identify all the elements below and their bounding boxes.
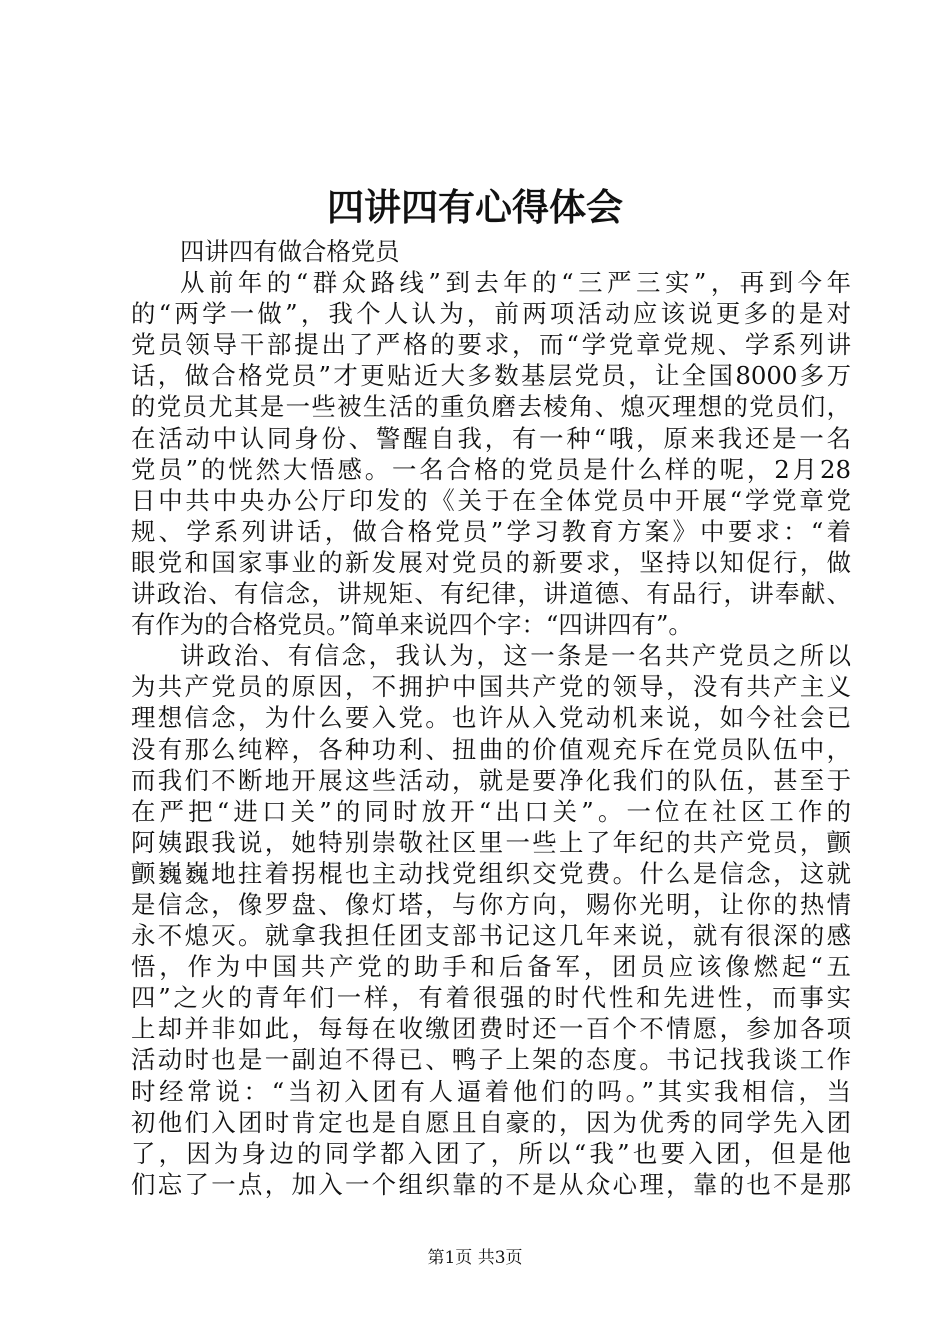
paragraph-line: 的党员尤其是一些被生活的重负磨去棱角、熄灭理想的党员们，: [131, 392, 851, 422]
paragraph-line: 讲政治、有信念，讲规矩、有纪律，讲道德、有品行，讲奉献、: [131, 579, 851, 609]
paragraph-line: 讲政治、有信念，我认为，这一条是一名共产党员之所以: [180, 641, 851, 671]
paragraph-line: 从前年的“群众路线”到去年的“三严三实”，再到今年: [180, 268, 851, 298]
paragraph-line: 了，因为身边的同学都入团了，所以“我”也要入团，但是他: [131, 1138, 851, 1168]
paragraph-line: 悟，作为中国共产党的助手和后备军，团员应该像燃起“五: [131, 952, 851, 982]
paragraph-line: 为共产党员的原因，不拥护中国共产党的领导，没有共产主义: [131, 672, 851, 702]
paragraph-line: 眼党和国家事业的新发展对党员的新要求，坚持以知促行，做: [131, 547, 851, 577]
paragraph-line: 没有那么纯粹，各种功利、扭曲的价值观充斥在党员队伍中，: [131, 734, 851, 764]
paragraph-line: 活动时也是一副迫不得已、鸭子上架的态度。书记找我谈工作: [131, 1045, 851, 1075]
document-title: 四讲四有心得体会: [327, 185, 623, 229]
page-number-footer: 第1页 共3页: [427, 1248, 523, 1268]
paragraph-line: 在活动中认同身份、警醒自我，有一种“哦，原来我还是一名: [131, 423, 851, 453]
paragraph-line: 党员领导干部提出了严格的要求，而“学党章党规、学系列讲: [131, 330, 851, 360]
paragraph-line: 上却并非如此，每每在收缴团费时还一百个不情愿，参加各项: [131, 1014, 851, 1044]
paragraph-line: 四”之火的青年们一样，有着很强的时代性和先进性，而事实: [131, 983, 851, 1013]
paragraph-line: 的“两学一做”，我个人认为，前两项活动应该说更多的是对: [131, 299, 851, 329]
paragraph-line: 话，做合格党员”才更贴近大多数基层党员，让全国8000多万: [131, 361, 851, 391]
paragraph-line: 初他们入团时肯定也是自愿且自豪的，因为优秀的同学先入团: [131, 1107, 851, 1137]
paragraph-line: 阿姨跟我说，她特别崇敬社区里一些上了年纪的共产党员，颤: [131, 827, 851, 857]
paragraph-line: 日中共中央办公厅印发的《关于在全体党员中开展“学党章党: [131, 485, 851, 515]
paragraph-line: 永不熄灭。就拿我担任团支部书记这几年来说，就有很深的感: [131, 921, 851, 951]
document-body: [131, 236, 851, 1200]
paragraph-line: 党员”的恍然大悟感。一名合格的党员是什么样的呢，2月28: [131, 454, 851, 484]
paragraph-line: 时经常说：“当初入团有人逼着他们的吗。”其实我相信，当: [131, 1076, 851, 1106]
paragraph-line: 在严把“进口关”的同时放开“出口关”。一位在社区工作的: [131, 796, 851, 826]
paragraph-line: 们忘了一点，加入一个组织靠的不是从众心理，靠的也不是那: [131, 1169, 851, 1199]
document-subtitle: 四讲四有做合格党员: [180, 237, 400, 266]
paragraph-line: 颤巍巍地拄着拐棍也主动找党组织交党费。什么是信念，这就: [131, 858, 851, 888]
paragraph-line: 有作为的合格党员。”简单来说四个字：“四讲四有”。: [131, 610, 693, 640]
paragraph-line: 规、学系列讲话，做合格党员”学习教育方案》中要求：“着: [131, 516, 851, 546]
paragraph-line: 理想信念，为什么要入党。也许从入党动机来说，如今社会已: [131, 703, 851, 733]
paragraph-line: 是信念，像罗盘、像灯塔，与你方向，赐你光明，让你的热情: [131, 889, 851, 919]
paragraph-line: 而我们不断地开展这些活动，就是要净化我们的队伍，甚至于: [131, 765, 851, 795]
